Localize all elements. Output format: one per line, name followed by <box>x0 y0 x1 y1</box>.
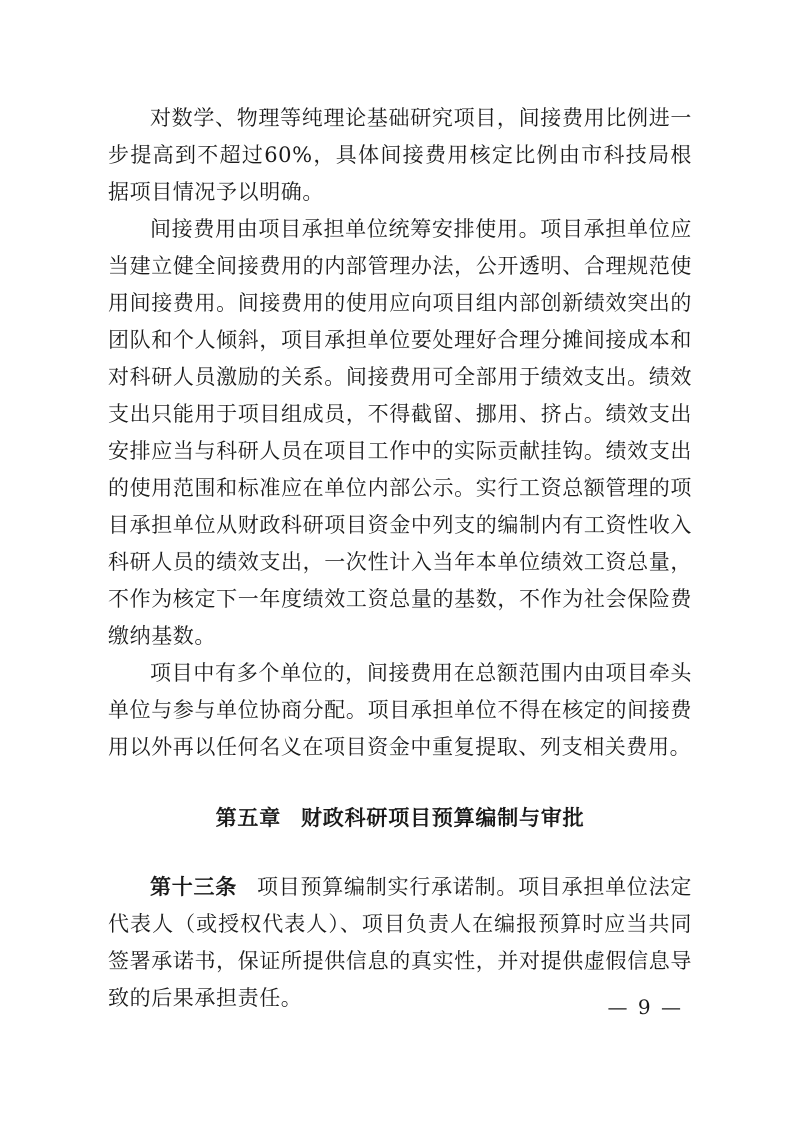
document-body <box>108 100 692 1017</box>
paragraph-indirect-cost-ratio: 对数学、物理等纯理论基础研究项目，间接费用比例进一步提高到不超过60%，具体间接费用核定比例由市科技局根据项目情况予以明确。 <box>108 106 692 204</box>
paragraph-indirect-cost-allocation: 项目中有多个单位的，间接费用在总额范围内由项目牵头单位与参与单位协商分配。项目承担单位不得在核定的间接费用以外再以任何名义在项目资金中重复提取、列支相关费用。 <box>108 661 692 759</box>
paragraph-indirect-cost-usage: 间接费用由项目承担单位统筹安排使用。项目承担单位应当建立健全间接费用的内部管理办法，公开透明、合理规范使用间接费用。间接费用的使用应向项目组内部创新绩效突出的团队和个人倾斜，项目承担单位要处理好合理分摊间接成本和对科研人员激励的关系。间接费用可全部用于绩效支出。绩效支出只能用于项目组成员，不得截留、挪用、挤占。绩效支出安排应当与科研人员在项目工作中的实际贡献挂钩。绩效支出的使用范围和标准应在单位内部公示。实行工资总额管理的项目承担单位从财政科研项目资金中列支的编制内有工资性收入科研人员的绩效支出，一次性计入当年本单位绩效工资总量，不作为核定下一年度绩效工资总量的基数，不作为社会保险费缴纳基数。 <box>108 217 692 648</box>
article-label: 第十三条 <box>150 875 238 899</box>
article-text: 项目预算编制实行承诺制。项目承担单位法定代表人（或授权代表人）、项目负责人在编报预算时应当共同签署承诺书，保证所提供信息的真实性，并对提供虚假信息导致的后果承担责任。 <box>108 875 692 1010</box>
article-thirteen <box>108 869 692 1017</box>
chapter-title: 财政科研项目预算编制与审批 <box>301 806 585 830</box>
page-number: — 9 — <box>607 995 683 1019</box>
chapter-heading <box>108 800 692 837</box>
chapter-number: 第五章 <box>215 806 281 830</box>
